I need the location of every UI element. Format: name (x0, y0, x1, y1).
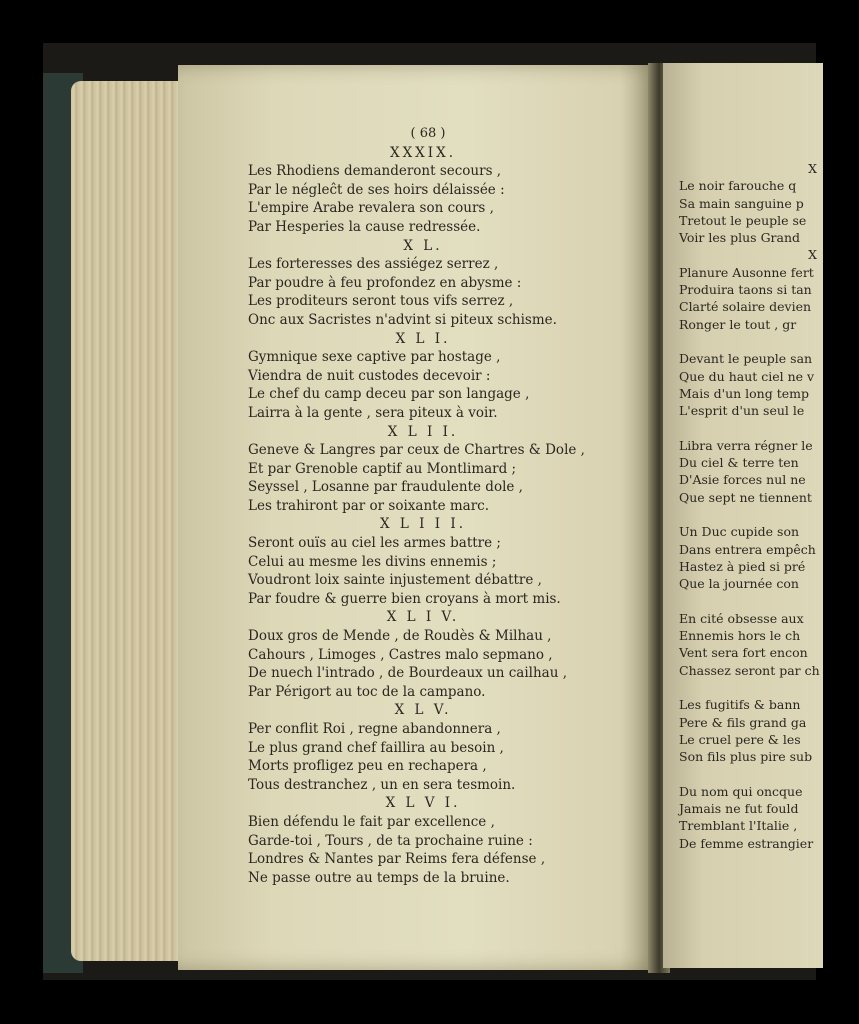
verse-line: Tremblant l'Italie , (679, 818, 798, 834)
verse-line (679, 419, 819, 436)
verse-line: Seyssel , Losanne par fraudulente dole , (248, 479, 523, 496)
verse-line: Hastez à pied si pré (679, 558, 806, 574)
verse-line: Morts profligez peu en rechapera , (248, 758, 487, 775)
verse-line: Voudront loix sainte injustement débattre , (248, 572, 542, 589)
verse-line: Les forteresses des assiégez serrez , (248, 256, 499, 273)
quatrain-heading: X L I. (395, 330, 451, 347)
verse-line: Par Périgort au toc de la campano. (248, 683, 486, 700)
verse-line: Un Duc cupide son (679, 524, 800, 540)
verse-line: Voir les plus Grand (679, 230, 801, 246)
verse-line (679, 592, 819, 609)
verse-line: Doux gros de Mende , de Roudès & Milhau , (248, 628, 552, 645)
page-number: ( 68 ) (410, 126, 446, 141)
verse-line: Son fils plus pire sub (679, 749, 813, 765)
verse-line: Les proditeurs seront tous vifs serrez , (248, 293, 514, 310)
quatrain-heading: XXXIX. (389, 144, 457, 161)
verse-line: Par poudre à feu profondez en abysme : (248, 274, 522, 291)
verse-line: Et par Grenoble captif au Montlimard ; (248, 460, 517, 477)
verse-line: Dans entrera empêch (679, 541, 816, 557)
verse-line: Planure Ausonne fert (679, 264, 814, 280)
verse-line: Seront ouïs au ciel les armes battre ; (248, 535, 501, 552)
verse-line: Du ciel & terre ten (679, 455, 799, 471)
verse-line: Par le négleĉt de ses hoirs délaissée : (248, 181, 505, 198)
verse-line: L'empire Arabe revalera son cours , (248, 200, 494, 217)
verse-line: D'Asie forces nul ne (679, 472, 806, 488)
verse-line: De femme estrangier (679, 835, 814, 851)
verse-line: Cahours , Limoges , Castres malo sepmano , (248, 646, 553, 663)
verse-line: Sa main sanguine p (679, 195, 804, 211)
verse-line: Per conflit Roi , regne abandonnera , (248, 721, 501, 737)
verse-line: Les Rhodiens demanderont secours , (248, 163, 502, 180)
right-page-text (679, 160, 819, 852)
verse-line: Par foudre & guerre bien croyans à mort mis. (248, 590, 561, 607)
verse-line: Chassez seront par ch (679, 662, 820, 678)
verse-line: Garde-toi , Tours , de ta prochaine ruine : (248, 832, 533, 849)
verse-line: Que du haut ciel ne v (679, 368, 815, 384)
verse-line (679, 765, 819, 782)
verse-line: Du nom qui oncque (679, 783, 803, 799)
verse-line: De nuech l'intrado , de Bourdeaux un cailhau , (248, 665, 567, 682)
quatrain-heading: X (808, 247, 819, 263)
verse-line: Lairra à la gente , sera piteux à voir. (248, 404, 498, 421)
quatrain-heading: X L V. (394, 702, 452, 719)
verse-line (679, 333, 819, 350)
verse-line: Ennemis hors le ch (679, 628, 801, 644)
verse-line: Viendra de nuit custodes decevoir : (248, 367, 491, 384)
verse-line: L'esprit d'un seul le (679, 403, 805, 419)
quatrain-heading: X L I I I. (379, 516, 467, 533)
verse-line: Bien défendu le fait par excellence , (248, 813, 495, 830)
verse-line: Le plus grand chef faillira au besoin , (248, 739, 504, 756)
quatrain-heading: X L I V. (386, 609, 460, 626)
verse-line: En cité obsesse aux (679, 610, 804, 626)
right-page-lines (679, 160, 819, 852)
verse-line: Tous destranchez , un en sera tesmoin. (248, 776, 516, 793)
verse-line: Ne passe outre au temps de la bruine. (248, 869, 510, 886)
verse-line: Clarté solaire devien (679, 299, 812, 315)
quatrain-heading: X L I I. (387, 423, 459, 440)
verse-line: Par Hesperies la cause redressée. (248, 218, 481, 235)
quatrain-heading: X L V I. (385, 795, 461, 812)
verse-line: Pere & fils grand ga (679, 714, 807, 730)
verse-line: Celui au mesme les divins ennemis ; (248, 553, 497, 570)
verse-line: Produira taons si tan (679, 282, 812, 298)
verse-line: Libra verra régner le (679, 437, 813, 453)
verse-line: Le chef du camp deceu par son langage , (248, 386, 530, 403)
verse-line: Geneve & Langres par ceux de Chartres & Dole , (248, 442, 585, 459)
verse-line: Jamais ne fut fould (679, 800, 799, 816)
verse-line: Que sept ne tiennent (679, 489, 812, 505)
verse-line (679, 679, 819, 696)
verse-line: Les fugitifs & bann (679, 697, 801, 713)
verse-line: Vent sera fort encon (679, 645, 808, 661)
verse-line (679, 506, 819, 523)
quatrain-heading: X L. (403, 237, 443, 254)
verse-line: Londres & Nantes par Reims fera défense , (248, 851, 546, 868)
verse-line: Tretout le peuple se (679, 212, 807, 228)
verse-line: Les trahiront par or soixante marc. (248, 497, 490, 514)
verse-line: Devant le peuple san (679, 351, 813, 367)
verse-line: Que la journée con (679, 576, 799, 592)
verse-line: Gymnique sexe captive par hostage , (248, 349, 501, 366)
verse-line: Le noir farouche q (679, 178, 797, 194)
verse-line: Ronger le tout , gr (679, 316, 797, 332)
verse-line: Onc aux Sacristes n'advint si piteux schisme. (248, 311, 557, 328)
verse-line: Mais d'un long temp (679, 385, 809, 401)
verse-line: Le cruel pere & les (679, 731, 801, 747)
quatrain-heading: X (808, 161, 819, 176)
